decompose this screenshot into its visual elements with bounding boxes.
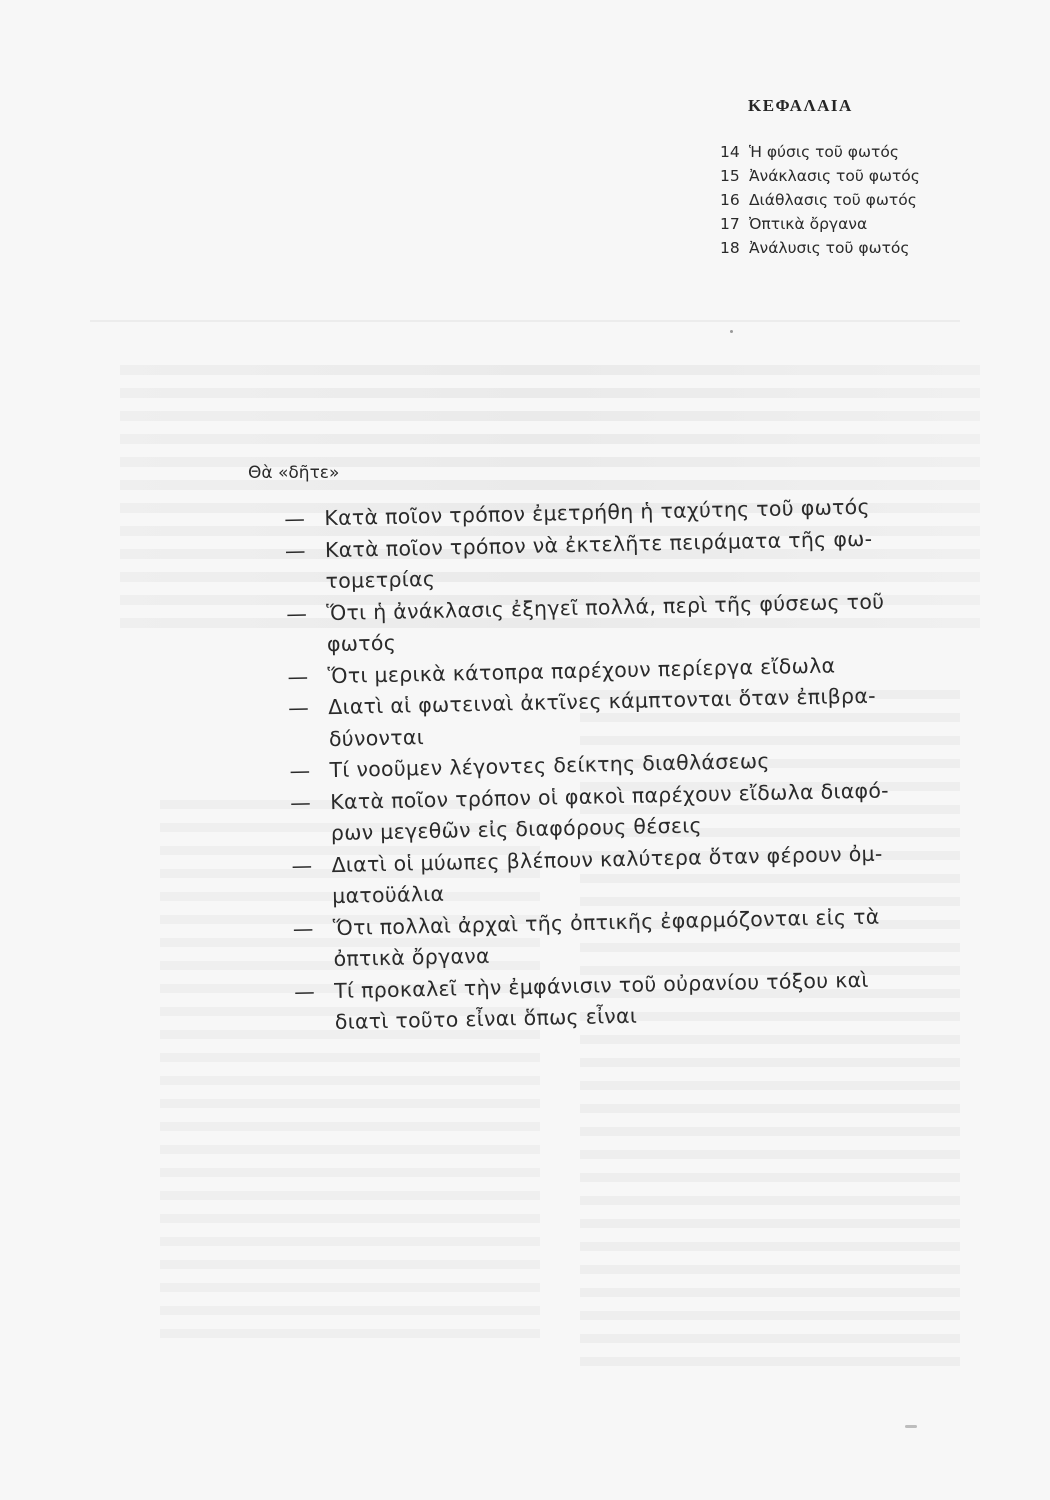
dash-mark: —: [290, 790, 312, 815]
question-text-continued: ρων μεγεθῶν εἰς διαφόρους θέσεις: [330, 813, 703, 846]
question-text-continued: τομετρίας: [325, 566, 436, 594]
chapter-number: 17: [720, 215, 740, 233]
question-text: Ὅτι πολλαὶ ἀρχαὶ τῆς ὀπτικῆς ἐφαρμόζονται εἰς τὰ: [332, 904, 880, 940]
chapter-item: [720, 164, 1020, 188]
question-text: Τί προκαλεῖ τὴν ἐμφάνισιν τοῦ οὐρανίου τόξου καὶ: [333, 967, 869, 1003]
dash-mark: —: [292, 915, 314, 941]
chapter-number: 16: [720, 191, 740, 209]
chapter-number: 15: [720, 167, 740, 185]
dash-mark: —: [289, 758, 311, 783]
chapter-title: Ἡ φύσις τοῦ φωτός: [748, 143, 899, 161]
dash-mark: —: [288, 695, 310, 720]
question-text: Διατὶ οἱ μύωπες βλέπουν καλύτερα ὅταν φέρουν ὀμ-: [331, 841, 883, 877]
question-text-continued: δύνονται: [328, 724, 425, 751]
dash-mark: —: [291, 852, 313, 878]
question-text-continued: ματοϋάλια: [331, 881, 445, 909]
chapter-item: [720, 140, 1020, 164]
question-text-continued: διατὶ τοῦτο εἶναι ὅπως εἶναι: [334, 1003, 638, 1035]
question-text: Διατὶ αἱ φωτειναὶ ἀκτῖνες κάμπτονται ὅταν ἐπιβρα-: [328, 683, 877, 720]
chapter-number: 18: [720, 239, 740, 257]
question-text: Κατὰ ποῖον τρόπον ἐμετρήθη ἡ ταχύτης τοῦ φωτός: [324, 494, 871, 531]
dash-mark: —: [284, 538, 307, 563]
question-text-continued: ὀπτικὰ ὄργανα: [333, 943, 491, 972]
intro-heading: Θὰ «δῆτε»: [248, 463, 340, 483]
question-text: Τί νοοῦμεν λέγοντες δείκτης διαθλάσεως: [329, 748, 770, 783]
chapter-item: [720, 236, 1020, 260]
ink-smudge: [905, 1425, 917, 1428]
question-list: [284, 489, 995, 1039]
question-text: Ὅτι ἡ ἀνάκλασις ἐξηγεῖ πολλά, περὶ τῆς φύσεως τοῦ: [326, 588, 885, 625]
chapter-list: [720, 96, 1020, 260]
ink-speck: [730, 330, 733, 333]
bleed-through-rule: [90, 320, 960, 322]
question-text: Ὅτι μερικὰ κάτοπρα παρέχουν περίεργα εἴδωλα: [327, 652, 836, 688]
chapter-title: Ὀπτικὰ ὄργανα: [748, 215, 868, 233]
chapter-number: 14: [720, 143, 740, 161]
chapter-title: Ἀνάκλασις τοῦ φωτός: [748, 167, 920, 185]
chapter-item: [720, 188, 1020, 212]
dash-mark: —: [293, 978, 316, 1004]
dash-mark: —: [284, 506, 306, 531]
question-text-continued: φωτός: [326, 630, 397, 657]
chapter-list-heading: ΚΕΦΑΛΑΙΑ: [748, 96, 853, 115]
chapter-title: Διάθλασις τοῦ φωτός: [748, 191, 917, 209]
chapter-title: Ἀνάλυσις τοῦ φωτός: [748, 239, 910, 257]
question-text: Κατὰ ποῖον τρόπον νὰ ἐκτελῆτε πειράματα τῆς φω-: [324, 526, 873, 562]
question-text: Κατὰ ποῖον τρόπον οἱ φακοὶ παρέχουν εἴδωλα διαφό-: [329, 777, 890, 814]
chapter-item: [720, 212, 1020, 236]
dash-mark: —: [287, 664, 309, 689]
dash-mark: —: [286, 601, 308, 626]
